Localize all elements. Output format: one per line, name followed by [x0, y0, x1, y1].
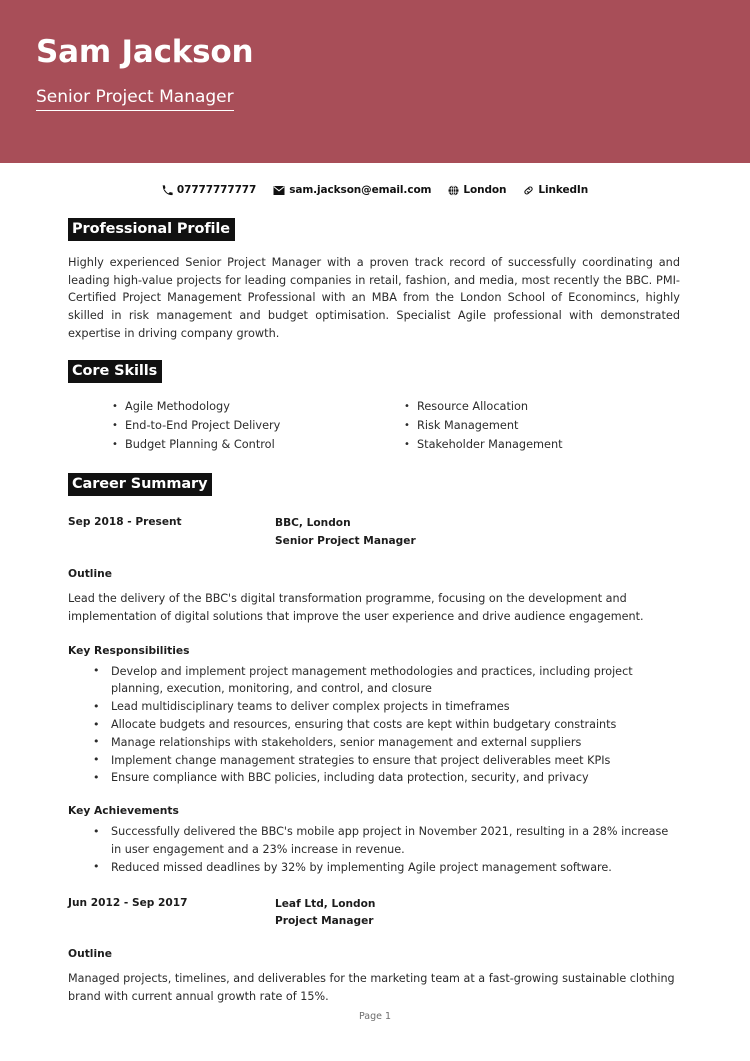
- cv-body: [0, 218, 750, 1007]
- outline-text: Lead the delivery of the BBC's digital transformation programme, focusing on the development and implementation of digital solutions that improve the user experience and drive audience engagement.: [68, 591, 644, 624]
- list-item: • Successfully delivered the BBC's mobile app project in November 2021, resulting in a 28% increase in user engagement and a 23% increase in revenue.: [68, 823, 680, 859]
- job-company: Leaf Ltd, London: [275, 897, 376, 910]
- contact-phone[interactable]: [162, 184, 256, 196]
- job-header: [68, 515, 680, 549]
- contact-bar: [0, 184, 750, 196]
- job-entry: [68, 515, 680, 876]
- list-item: • Implement change management strategies to ensure that project deliverables meet KPIs: [68, 752, 680, 770]
- phone-icon: [162, 185, 173, 196]
- contact-location[interactable]: [448, 184, 506, 196]
- skills-columns: [68, 397, 680, 454]
- contact-linkedin[interactable]: [523, 184, 588, 196]
- section-career-summary: [68, 473, 680, 1007]
- cv-header-band: [0, 0, 750, 163]
- list-item: • Resource Allocation: [404, 397, 680, 416]
- job-company-role: [275, 515, 416, 549]
- list-item: • Budget Planning & Control: [112, 435, 374, 454]
- contact-linkedin-text: LinkedIn: [538, 184, 589, 196]
- job-title-subtitle: Senior Project Manager: [36, 87, 234, 110]
- list-item: • Stakeholder Management: [404, 435, 680, 454]
- skills-column-left: [68, 397, 374, 454]
- outline-text: Managed projects, timelines, and deliverables for the marketing team at a fast-growing sustainable clothing brand with current annual growth rate of 15%.: [68, 971, 675, 1004]
- globe-icon: [448, 185, 459, 196]
- job-company: BBC, London: [275, 517, 351, 530]
- list-item: • Develop and implement project management methodologies and practices, including project planning, execution, monitoring, and control, and closure: [68, 663, 680, 699]
- envelope-icon: [273, 185, 285, 196]
- skills-column-right: [374, 397, 680, 454]
- page-number: Page 1: [358, 1011, 392, 1022]
- list-item: • End-to-End Project Delivery: [112, 416, 374, 435]
- job-company-role: [275, 896, 375, 930]
- section-heading-core-skills: Core Skills: [68, 360, 162, 383]
- job-dates: Jun 2012 - Sep 2017: [68, 896, 188, 909]
- outline-label: Outline: [68, 566, 112, 580]
- job-title: Project Manager: [275, 914, 374, 927]
- section-heading-career-summary: Career Summary: [68, 473, 212, 496]
- list-item: • Lead multidisciplinary teams to deliver complex projects in timeframes: [68, 698, 680, 716]
- job-header: [68, 896, 680, 930]
- list-item: • Ensure compliance with BBC policies, including data protection, security, and privacy: [68, 769, 680, 787]
- section-core-skills: [68, 360, 680, 454]
- list-item: • Reduced missed deadlines by 32% by implementing Agile project management software.: [68, 859, 680, 877]
- achievements-label: Key Achievements: [68, 804, 179, 818]
- section-heading-profile: Professional Profile: [68, 218, 235, 241]
- responsibilities-list: [68, 663, 680, 788]
- achievements-list: [68, 823, 680, 876]
- list-item: • Risk Management: [404, 416, 680, 435]
- profile-paragraph: Highly experienced Senior Project Manager with a proven track record of successfully coordinating and leading high-value projects for leading companies in retail, fashion, and media, most recently the BBC. PMI-Certified Project Management Professional with an MBA from the London School of Economincs, highly skilled in risk management and budget optimisation. Specialist Agile professional with demonstrated expertise in driving company growth.: [68, 256, 680, 340]
- contact-email-text: sam.jackson@email.com: [289, 184, 432, 196]
- list-item: • Allocate budgets and resources, ensuring that costs are kept within budgetary constraints: [68, 716, 680, 734]
- section-professional-profile: [68, 218, 680, 342]
- link-icon: [523, 185, 534, 196]
- list-item: • Agile Methodology: [112, 397, 374, 416]
- job-title: Senior Project Manager: [275, 534, 416, 547]
- job-dates: Sep 2018 - Present: [68, 516, 182, 529]
- contact-phone-text: 07777777777: [176, 184, 257, 196]
- contact-email[interactable]: [273, 184, 431, 196]
- list-item: • Manage relationships with stakeholders, senior management and external suppliers: [68, 734, 680, 752]
- contact-location-text: London: [463, 184, 507, 196]
- page-title: Sam Jackson: [36, 34, 254, 70]
- outline-label: Outline: [68, 946, 112, 960]
- page-footer: [0, 1011, 750, 1022]
- responsibilities-label: Key Responsibilities: [68, 643, 190, 657]
- job-entry: [68, 896, 680, 1007]
